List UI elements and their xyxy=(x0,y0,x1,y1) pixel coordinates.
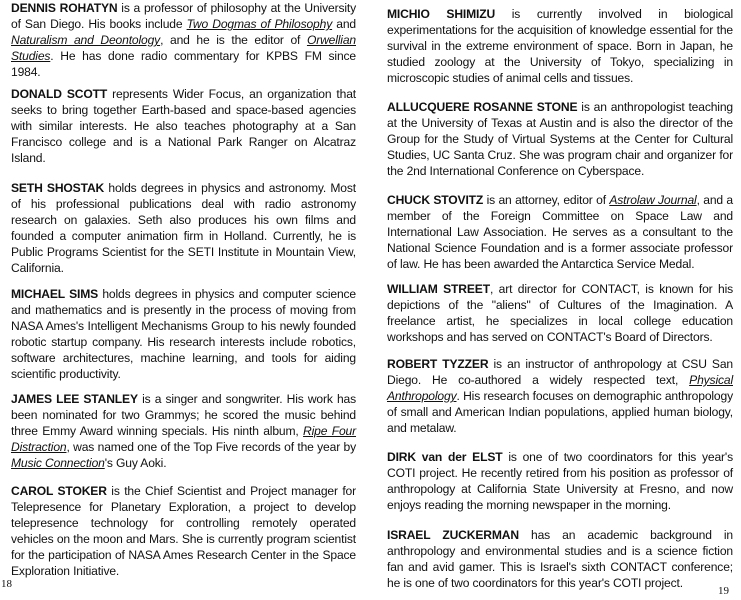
bio-entry xyxy=(387,6,733,86)
bio-text: 's Guy Aoki. xyxy=(104,456,167,471)
work-title: Two Dogmas of Philosophy xyxy=(186,17,333,32)
bio-text: is one of two coordinators for this year's COTI project. He recently retired from his position as professor of anthropology at California State University at Fresno, and now enjoys reading the morning newspaper in the morning. xyxy=(387,450,733,513)
person-name: DONALD SCOTT xyxy=(11,87,108,101)
person-name: CAROL STOKER xyxy=(11,484,107,498)
work-title: Ripe Four Distraction xyxy=(11,424,357,455)
page-number-right: 19 xyxy=(718,585,729,597)
person-name: ALLUCQUERE ROSANNE STONE xyxy=(387,100,578,114)
bio-entry xyxy=(11,286,356,383)
bio-entry xyxy=(11,391,356,471)
work-title: Music Connection xyxy=(11,456,105,471)
work-title: Orwellian Studies xyxy=(11,33,356,64)
bio-text: , was named one of the Top Five records of the year by xyxy=(66,440,356,455)
bio-text: , and a member of the Foreign Committee on Space Law and International Law Association. He serves as a consultant to the National Science Foundation and is a former associate professor of law. He has been awarded the Antarctica Service Medal. xyxy=(387,193,733,272)
bio-text: is an attorney, editor of xyxy=(483,193,610,207)
bio-entry xyxy=(387,449,733,513)
person-name: MICHAEL SIMS xyxy=(11,287,99,301)
person-name: SETH SHOSTAK xyxy=(11,181,105,195)
bio-text: holds degrees in physics and astronomy. Most of his professional publications deal with radio astronomy research on galaxies. Seth also produces his own films and founded a computer animation firm in Holland. Currently, he is Public Programs Scientist for the SETI Institute in Mountain View, California. xyxy=(11,181,356,276)
work-title: Physical Anthropology xyxy=(387,373,733,404)
bio-entry xyxy=(387,192,733,272)
bio-text: . He has done radio commentary for KPBS FM since 1984. xyxy=(11,49,356,80)
bio-entry xyxy=(387,99,733,179)
bio-text: is an anthropologist teaching at the University of Texas at Austin and is also the director of the Group for the Study of Virtual Systems at the Center for Cultural Studies, UC Santa Cruz. She was program chair and organizer for the 2nd International Conference on Cyberspace. xyxy=(387,100,733,179)
bio-entry xyxy=(11,483,356,580)
bio-text: is currently involved in biological experimentations for the acquisition of knowledge essential for the survival in the extreme environment of space. Born in Japan, he studied zoology at the University of Tokyo, specializing in microscopic studies of animal cells and tissues. xyxy=(387,7,733,86)
person-name: CHUCK STOVITZ xyxy=(387,193,484,207)
bio-text: is the Chief Scientist and Project manager for Telepresence for Planetary Exploration, a project to develop telepresence technology for controlling remotely operated vehicles on the moon and Mars. She is currently program scientist for the participation of NASA Ames Research Center in the Space Exploration Initiative. xyxy=(11,484,356,579)
person-name: WILLIAM STREET xyxy=(387,282,490,296)
bio-text: holds degrees in physics and computer science and mathematics and is presently in the process of moving from NASA Ames's Intelligent Mechanisms Group to his newly founded robotic startup company. His research interests include robotics, software architectures, machine learning, and tools for aiding scientific productivity. xyxy=(11,287,357,382)
bio-text: . His research focuses on demographic anthropology of small and American Indian populations, applied human biology, and metalaw. xyxy=(387,389,733,436)
bio-entry xyxy=(387,281,733,345)
bio-entry xyxy=(11,86,356,166)
bio-entry xyxy=(387,527,733,591)
person-name: ISRAEL ZUCKERMAN xyxy=(387,528,519,542)
work-title: Astrolaw Journal xyxy=(609,193,697,207)
bio-entry xyxy=(11,180,356,277)
bio-text: represents Wider Focus, an organization that seeks to bring together Earth-based and space-based agencies with similar interests. He also teaches photography at a San Francisco college and is a National Park Ranger on Alcatraz Island. xyxy=(11,87,357,166)
bio-text: has an academic background in anthropology and environmental studies and is a science fiction fan and avid gamer. This is Israel's sixth CONTACT conference; he is one of two coordinators for this year's COTI project. xyxy=(387,528,733,591)
person-name: ROBERT TYZZER xyxy=(387,357,489,371)
bio-text: is a professor of philosophy at the University of San Diego. His books include xyxy=(11,1,356,32)
person-name: JAMES LEE STANLEY xyxy=(11,392,138,406)
work-title: Naturalism and Deontology xyxy=(11,33,161,48)
bio-entry xyxy=(387,356,733,436)
bio-text: , art director for CONTACT, is known for his depictions of the "aliens" of Cultures of the Imagination. A freelance artist, he specializes in local college education workshops and has served on CONTACT's Board of Directors. xyxy=(387,282,734,345)
bio-entry xyxy=(11,0,356,80)
person-name: DENNIS ROHATYN xyxy=(11,1,118,15)
bio-text: is a singer and songwriter. His work has been nominated for two Grammys; he scored the music behind three Emmy Award winning specials. His ninth album, xyxy=(11,392,356,439)
person-name: MICHIO SHIMIZU xyxy=(387,7,496,21)
bio-text: is an instructor of anthropology at CSU San Diego. He co-authored a widely respected text, xyxy=(387,357,733,388)
person-name: DIRK van der ELST xyxy=(387,450,503,464)
bio-text: , and he is the editor of xyxy=(160,33,307,48)
bio-text: and xyxy=(332,17,356,32)
page-number-left: 18 xyxy=(1,578,12,590)
